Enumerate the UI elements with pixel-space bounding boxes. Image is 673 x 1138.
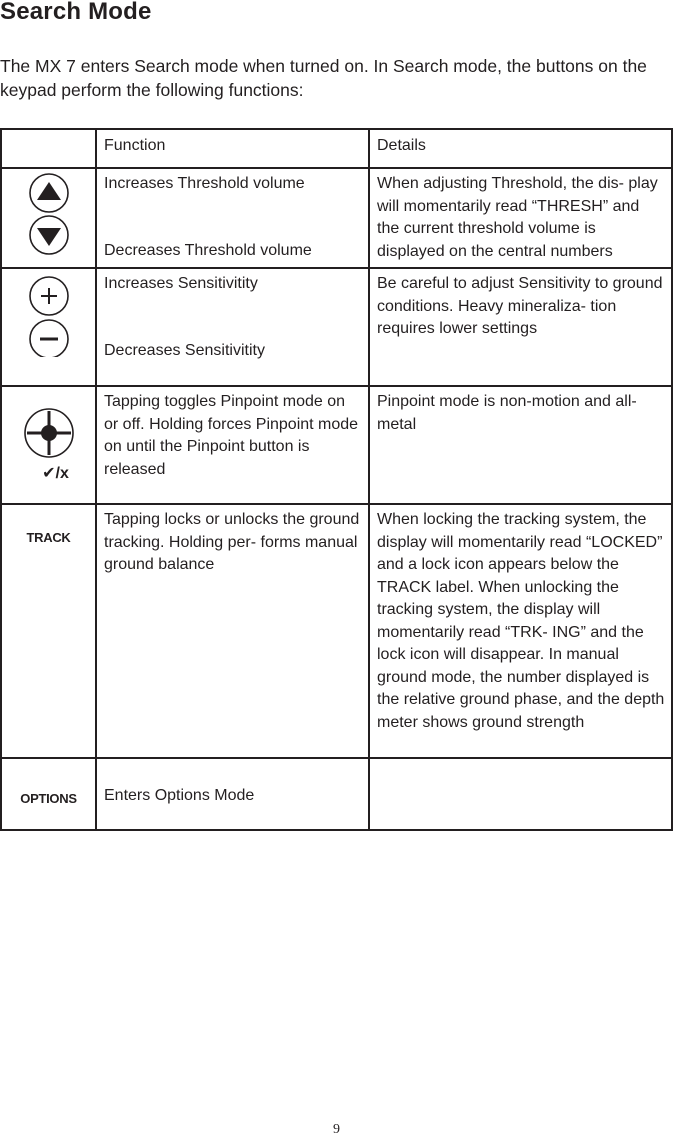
function-cell: Enters Options Mode [96, 758, 369, 830]
options-icon: OPTIONS [20, 791, 77, 806]
icon-cell [1, 168, 96, 268]
function-text: Increases Sensitivitity [104, 275, 258, 292]
intro-paragraph: The MX 7 enters Search mode when turned on. In Search mode, the buttons on the keypad perform the following functions: [0, 56, 647, 100]
table-row [1, 386, 672, 504]
details-cell: When adjusting Threshold, the dis- play will momentarily read “THRESH” and the current threshold volume is displayed on the central numbers [369, 168, 672, 268]
page-number: 9 [333, 1122, 340, 1137]
pinpoint-check-x-label: ✔/x [42, 465, 69, 482]
table-row [1, 758, 672, 830]
up-arrow-icon [27, 169, 71, 257]
plus-icon [27, 269, 71, 357]
button-function-table [0, 128, 673, 831]
details-cell: Be careful to adjust Sensitivity to ground conditions. Heavy mineraliza- tion requires lower settings [369, 268, 672, 386]
table-row [1, 268, 672, 386]
header-function: Function [96, 129, 369, 168]
function-cell [96, 168, 369, 268]
page-title: Search Mode [0, 0, 152, 25]
function-cell: Tapping locks or unlocks the ground tracking. Holding per- forms manual ground balance [96, 504, 369, 758]
header-details: Details [369, 129, 672, 168]
track-icon: TRACK [26, 530, 71, 545]
function-cell: Tapping toggles Pinpoint mode on or off. Holding forces Pinpoint mode on until the Pinpoint button is released [96, 386, 369, 504]
table-row [1, 168, 672, 268]
details-cell [369, 758, 672, 830]
icon-cell [1, 758, 96, 830]
table-row [1, 504, 672, 758]
header-icon-cell [1, 129, 96, 168]
table-header-row [1, 129, 672, 168]
function-text: Increases Threshold volume [104, 175, 305, 192]
icon-cell [1, 386, 96, 504]
function-text: Decreases Threshold volume [104, 241, 312, 259]
details-cell: Pinpoint mode is non-motion and all-metal [369, 386, 672, 504]
function-text: Decreases Sensitivitity [104, 341, 265, 359]
icon-cell [1, 504, 96, 758]
details-cell: When locking the tracking system, the display will momentarily read “LOCKED” and a lock icon appears below the TRACK label. When unlocking the tracking system, the display will momentarily read “TRK- ING” and the lock icon will disappear. In manual ground mode, the number displayed is the relative ground phase, and the depth meter shows ground strength [369, 504, 672, 758]
icon-cell [1, 268, 96, 386]
function-cell [96, 268, 369, 386]
